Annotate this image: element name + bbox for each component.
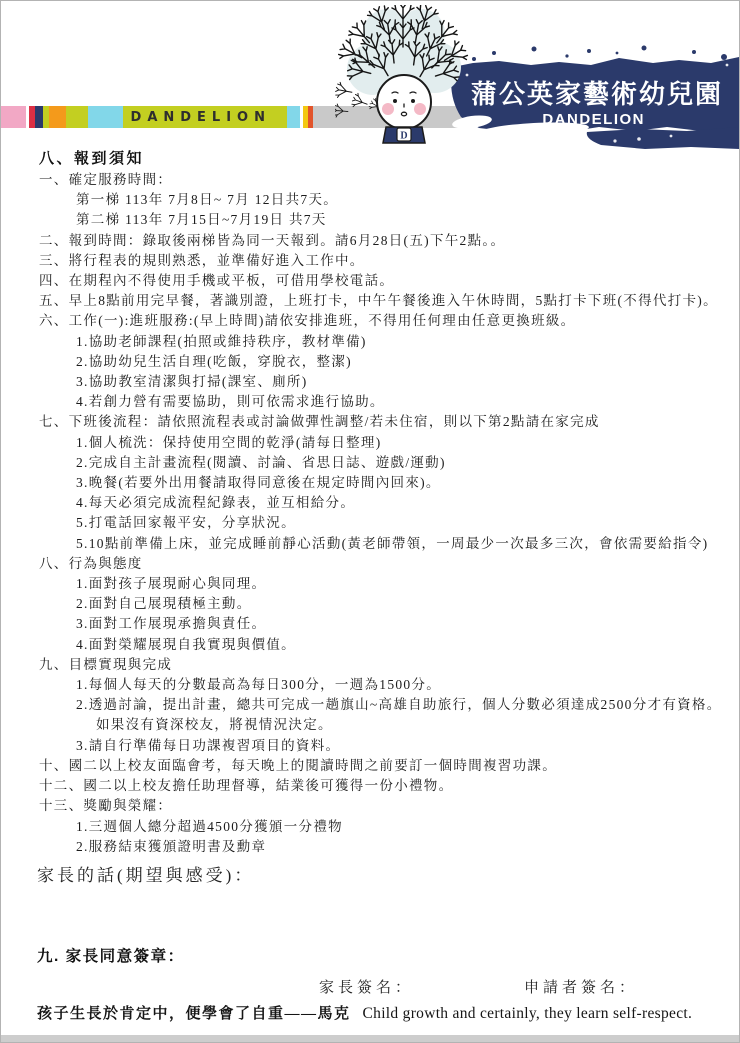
ribbon-segment [35,106,43,128]
ribbon-segment [1,106,26,128]
notice-line: 1.個人梳洗：保持使用空間的乾淨(請每日整理) [76,434,382,450]
notice-line: 1.面對孩子展現耐心與同理。 [76,576,267,592]
signature-row [1,976,739,998]
dandelion-girl-illustration [335,5,471,147]
ribbon-segment [66,106,88,128]
notice-line: 3.面對工作展現承擔與責任。 [76,616,267,632]
notice-line: 二、報到時間：錄取後兩梯皆為同一天報到。請6月28日(五)下午2點。。 [39,232,506,248]
mascot-cheek-left [382,103,394,115]
notice-body [1,147,739,857]
mascot-badge-letter: D [400,130,408,142]
ribbon-segment [88,106,123,128]
notice-line: 2.透過討論，提出計畫，總共可完成一趟旗山~高雄自助旅行，個人分數必須達成2500分才有資格。 [76,697,722,713]
notice-line: 第二梯 113年 7月15日~7月19日 共7天 [76,212,327,228]
parent-signature-label: 家長簽名： [319,980,415,996]
notice-line: 2.協助幼兒生活自理(吃飯，穿脫衣，整潔) [76,353,352,369]
notice-line: 3.請自行準備每日功課複習項目的資料。 [76,737,341,753]
notice-line: 一、確定服務時間： [39,172,173,187]
notice-line: 如果沒有資深校友，將視情況決定。 [96,717,333,733]
notice-line: 第一梯 113年 7月8日~ 7月 12日共7天。 [76,192,339,208]
notice-line: 2.面對自己展現積極主動。 [76,596,252,612]
notice-line: 九、目標實現與完成 [39,656,173,672]
notice-lines [1,170,739,857]
notice-line: 2.服務結束獲頒證明書及勳章 [76,838,267,854]
notice-line: 四、在期程內不得使用手機或平板，可借用學校電話。 [39,273,395,289]
footer-quote-zh: 孩子生長於肯定中，便學會了自重——馬克 [37,1006,351,1022]
notice-line: 4.面對榮耀展現自我實現與價值。 [76,636,296,652]
notice-line: 六、工作(一):進班服務:(早上時間)請依安排進班，不得用任何理由任意更換班級。 [39,313,576,329]
ribbon-segment [287,106,300,128]
ribbon-dandelion-segment: DANDELION [123,106,287,128]
notice-line: 5.10點前準備上床，並完成睡前靜心活動(黃老師帶領，一周最少一次最多三次，會依需要給指令) [76,535,709,551]
notice-line: 3.協助教室清潔與打掃(課室、廁所) [76,374,308,390]
notice-line: 1.每個人每天的分數最高為每日300分，一週為1500分。 [76,677,442,693]
school-banner [439,43,739,155]
notice-line: 十三、獎勵與榮耀： [39,798,173,814]
school-name-zh: 蒲公英家藝術幼兒園 [470,80,724,109]
consent-heading: 九. 家長同意簽章： [37,948,185,965]
notice-line: 十、國二以上校友面臨會考，每天晚上的閱讀時間之前要訂一個時間複習功課。 [39,757,557,773]
banner-brush-shape-lower [587,127,739,149]
notice-line: 5.打電話回家報平安，分享狀況。 [76,515,296,531]
notice-heading: 八、報到須知 [39,150,145,167]
notice-line: 3.晚餐(若要外出用餐請取得同意後在規定時間內回來)。 [76,475,441,491]
notice-line: 4.若創力營有需要協助，則可依需求進行協助。 [76,394,385,410]
school-subtitle-en: Children [535,128,574,140]
page-bottom-edge [1,1035,739,1042]
notice-line: 1.三週個人總分超過4500分獲頒一分禮物 [76,818,343,834]
notice-line: 1.協助老師課程(拍照或維持秩序，教材準備) [76,333,367,349]
school-name-en: DANDELION [542,111,645,128]
parents-words-label: 家長的話(期望與感受)： [37,866,255,885]
applicant-signature-label: 申請者簽名： [524,980,639,996]
ink-splatter-dots [472,46,727,62]
footer-quote-en: Child growth and certainly, they learn self-respect. [362,1005,693,1022]
notice-line: 十二、國二以上校友擔任助理督導，結業後可獲得一份小禮物。 [39,778,454,794]
notice-line: 七、下班後流程：請依照流程表或討論做彈性調整/若未住宿，則以下第2點請在家完成 [39,414,600,430]
notice-line: 4.每天必須完成流程紀錄表，並互相給分。 [76,495,356,511]
mascot-face [377,75,431,129]
notice-line: 2.完成自主計畫流程(閱讀、討論、省思日誌、遊戲/運動) [76,454,446,470]
notice-line: 五、早上8點前用完早餐，著識別證，上班打卡，中午午餐後進入午休時間，5點打卡下班(不得代打卡)。 [39,293,718,309]
notice-line: 八、行為與態度 [39,555,143,571]
notice-line: 三、將行程表的規則熟悉，並準備好進入工作中。 [39,252,365,268]
footer-quote [37,1002,729,1023]
ribbon-segment [49,106,66,128]
mascot-cheek-right [414,103,426,115]
